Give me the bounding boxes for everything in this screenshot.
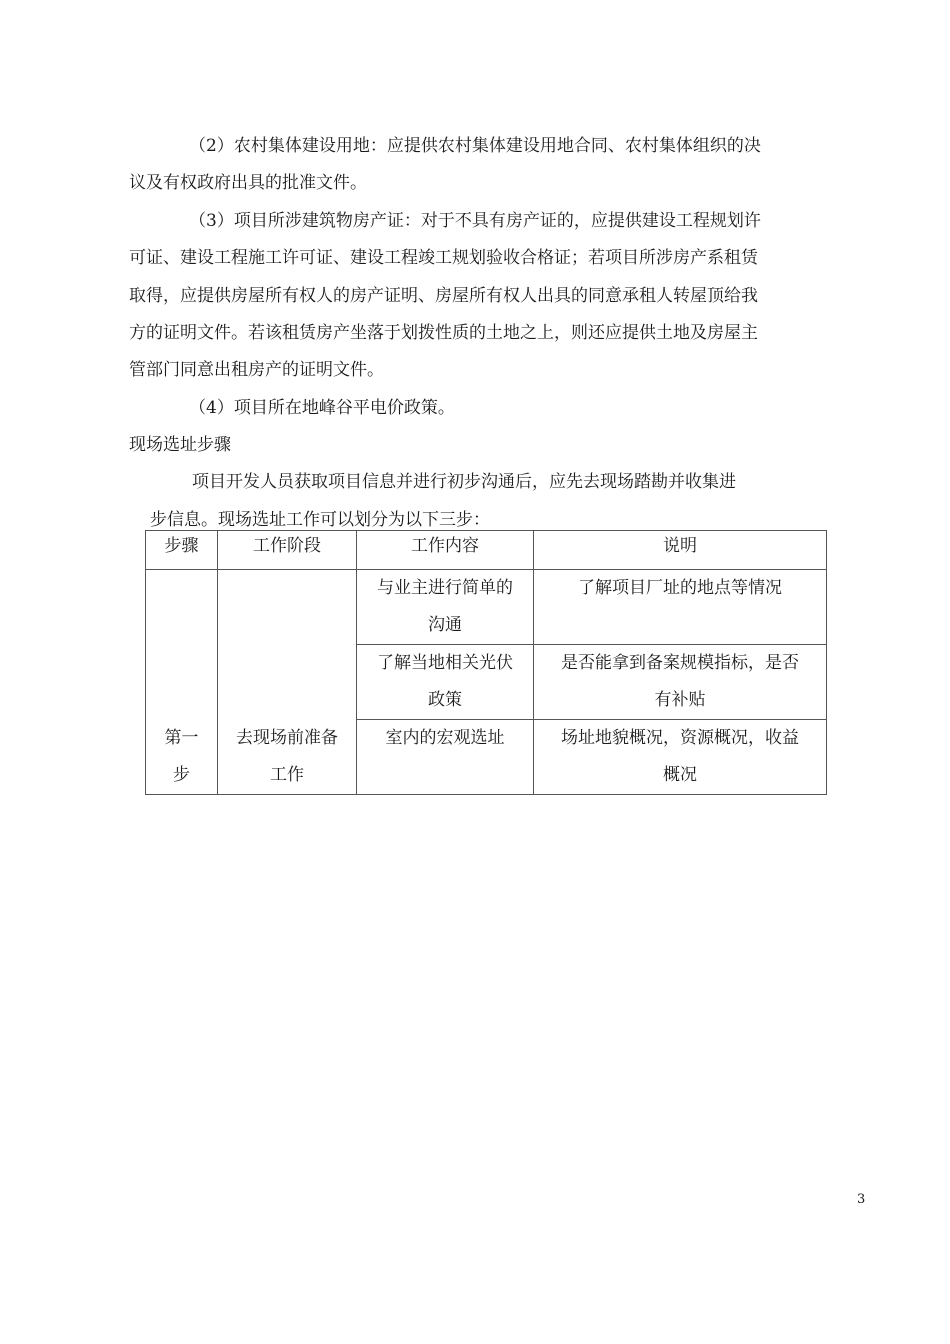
- cell-line: 是否能拿到备案规模指标，是否: [561, 653, 799, 673]
- text-line: （4）项目所在地峰谷平电价政策。: [189, 398, 455, 418]
- text-line: 可证、建设工程施工许可证、建设工程竣工规划验收合格证；若项目所涉房产系租赁: [129, 248, 758, 268]
- text-line: （2）农村集体建设用地：应提供农村集体建设用地合同、农村集体组织的决: [189, 136, 761, 156]
- table-row: [146, 570, 827, 645]
- step-cell: [146, 570, 218, 795]
- text-line: 取得，应提供房屋所有权人的房产证明、房屋所有权人出具的同意承租人转屋顶给我: [129, 286, 758, 306]
- cell-line: 沟通: [428, 615, 462, 635]
- stage-cell: [218, 570, 357, 795]
- cell-line: 了解当地相关光伏: [377, 653, 513, 673]
- cell-line: 步: [173, 765, 190, 785]
- text-line: （3）项目所涉建筑物房产证：对于不具有房产证的，应提供建设工程规划许: [189, 211, 761, 231]
- text-line: 方的证明文件。若该租赁房产坐落于划拨性质的土地之上，则还应提供土地及房屋主: [129, 323, 758, 343]
- note-cell: [534, 645, 827, 720]
- cell-line: 第一: [164, 728, 199, 748]
- section-heading: 现场选址步骤: [129, 435, 231, 455]
- site-selection-steps-table: [145, 530, 827, 795]
- text-line: 项目开发人员获取项目信息并进行初步沟通后，应先去现场踏勘并收集进: [192, 472, 736, 492]
- header-content: 工作内容: [357, 531, 534, 570]
- header-stage: 工作阶段: [218, 531, 357, 570]
- cell-line: 概况: [663, 765, 697, 785]
- content-cell: [357, 720, 534, 795]
- note-cell: [534, 570, 827, 645]
- text-line: 议及有权政府出具的批准文件。: [129, 173, 367, 193]
- page-number: 3: [857, 1192, 866, 1207]
- cell-line: 去现场前准备: [236, 728, 338, 748]
- content-cell: [357, 645, 534, 720]
- cell-line: 场址地貌概况，资源概况，收益: [561, 728, 799, 748]
- table-header-row: [146, 531, 827, 570]
- cell-line: 工作: [270, 765, 304, 785]
- text-line: 步信息。现场选址工作可以划分为以下三步：: [150, 510, 490, 530]
- header-note: 说明: [534, 531, 827, 570]
- content-cell: [357, 570, 534, 645]
- cell-line: 政策: [428, 690, 462, 710]
- note-cell: [534, 720, 827, 795]
- cell-line: 了解项目厂址的地点等情况: [578, 578, 782, 598]
- header-step: 步骤: [146, 531, 218, 570]
- cell-line: 有补贴: [654, 690, 706, 710]
- cell-line: 室内的宏观选址: [385, 728, 505, 748]
- text-line: 管部门同意出租房产的证明文件。: [129, 360, 384, 380]
- cell-line: 与业主进行简单的: [377, 578, 513, 598]
